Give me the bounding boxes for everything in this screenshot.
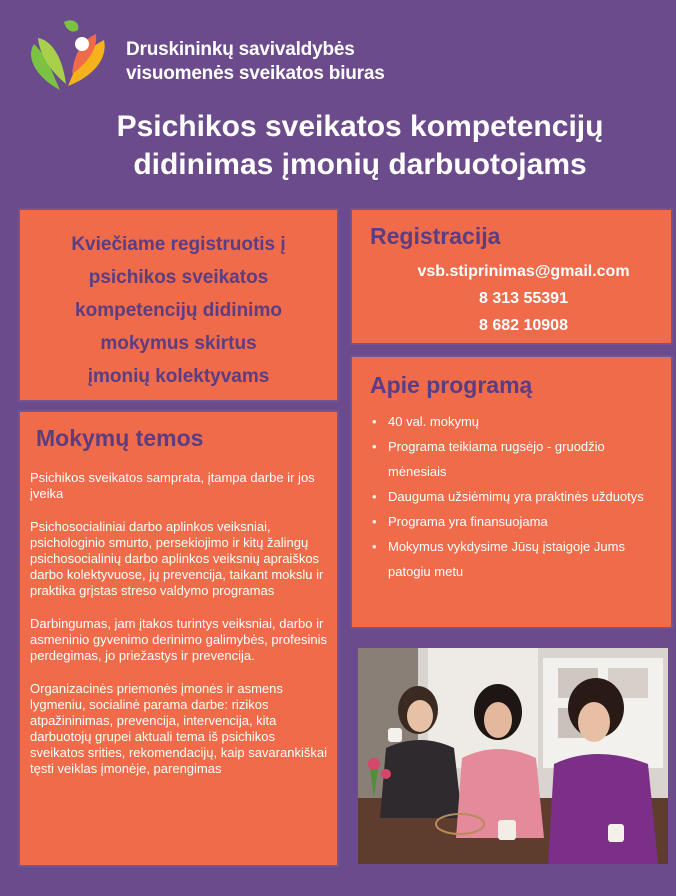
poster-title [40,108,676,184]
registration-contacts [352,258,671,339]
invitation-line: kompetencijų didinimo [75,300,282,321]
invitation-line: mokymus skirtus [100,333,257,354]
topics-body [30,470,330,794]
invitation-line: psichikos sveikatos [88,267,269,288]
registration-email[interactable]: vsb.stiprinimas@gmail.com [417,263,630,280]
invitation-line: įmonių kolektyvams [87,366,270,387]
registration-phone-2[interactable]: 8 682 10908 [479,317,568,334]
topic-paragraph: Organizacinės priemonės įmonės ir asmens lygmeniu, socialinė parama darbe: rizikos atpažininimas, prevencija, intervencija, kita darbuotojų grupei aktuali tema iš psichikos sveikatos srities, rekomendacijų, kaip savarankiškai tęsti veiklas įmonėje, parengimas [30,681,327,776]
team-photo [358,648,668,864]
topic-paragraph: Darbingumas, jam įtakos turintys veiksniai, darbo ir asmeninio gyvenimo derinimo galimybės, profesinis perdegimas, jo priežastys ir prevencija. [30,616,327,663]
invitation-line: Kviečiame registruotis į [71,234,286,255]
list-item: • Programa yra finansuojama [372,509,662,534]
registration-heading: Registracija [370,223,501,249]
invitation-card [20,210,337,400]
topic-paragraph: Psichikos sveikatos samprata, įtampa darbe ir jos įveika [30,470,315,501]
title-line-2: didinimas įmonių darbuotojams [133,148,587,181]
registration-card [352,210,671,343]
topic-paragraph: Psichosocialiniai darbo aplinkos veiksniai, psichologinio smurto, persekiojimo ir kitų žalingų psichosocialinių darbo aplinkos veiksnių apraiškos darbo kolektyvuose, jų prevencija, taikant mokslu ir praktika grįstas streso valdymo programas [30,519,324,598]
list-item: • Programa teikiama rugsėjo - gruodžio mėnesiais [372,434,662,484]
list-item: • 40 val. mokymų [372,409,662,434]
title-line-1: Psichikos sveikatos kompetencijų [116,110,604,143]
heart-apple-logo-icon [24,14,110,96]
topics-heading: Mokymų temos [36,425,204,451]
list-item: • Dauguma užsiėmimų yra praktinės užduotys [372,484,662,509]
about-program-card [352,357,671,627]
invitation-text [20,228,337,393]
organization-name [126,38,385,86]
about-heading: Apie programą [370,372,533,398]
org-line-2: visuomenės sveikatos biuras [126,63,385,84]
registration-phone-1[interactable]: 8 313 55391 [479,290,568,307]
about-list [372,409,662,584]
list-item: • Mokymus vykdysime Jūsų įstaigoje Jums patogiu metu [372,534,662,584]
topics-card [20,412,337,865]
org-line-1: Druskininkų savivaldybės [126,39,355,60]
